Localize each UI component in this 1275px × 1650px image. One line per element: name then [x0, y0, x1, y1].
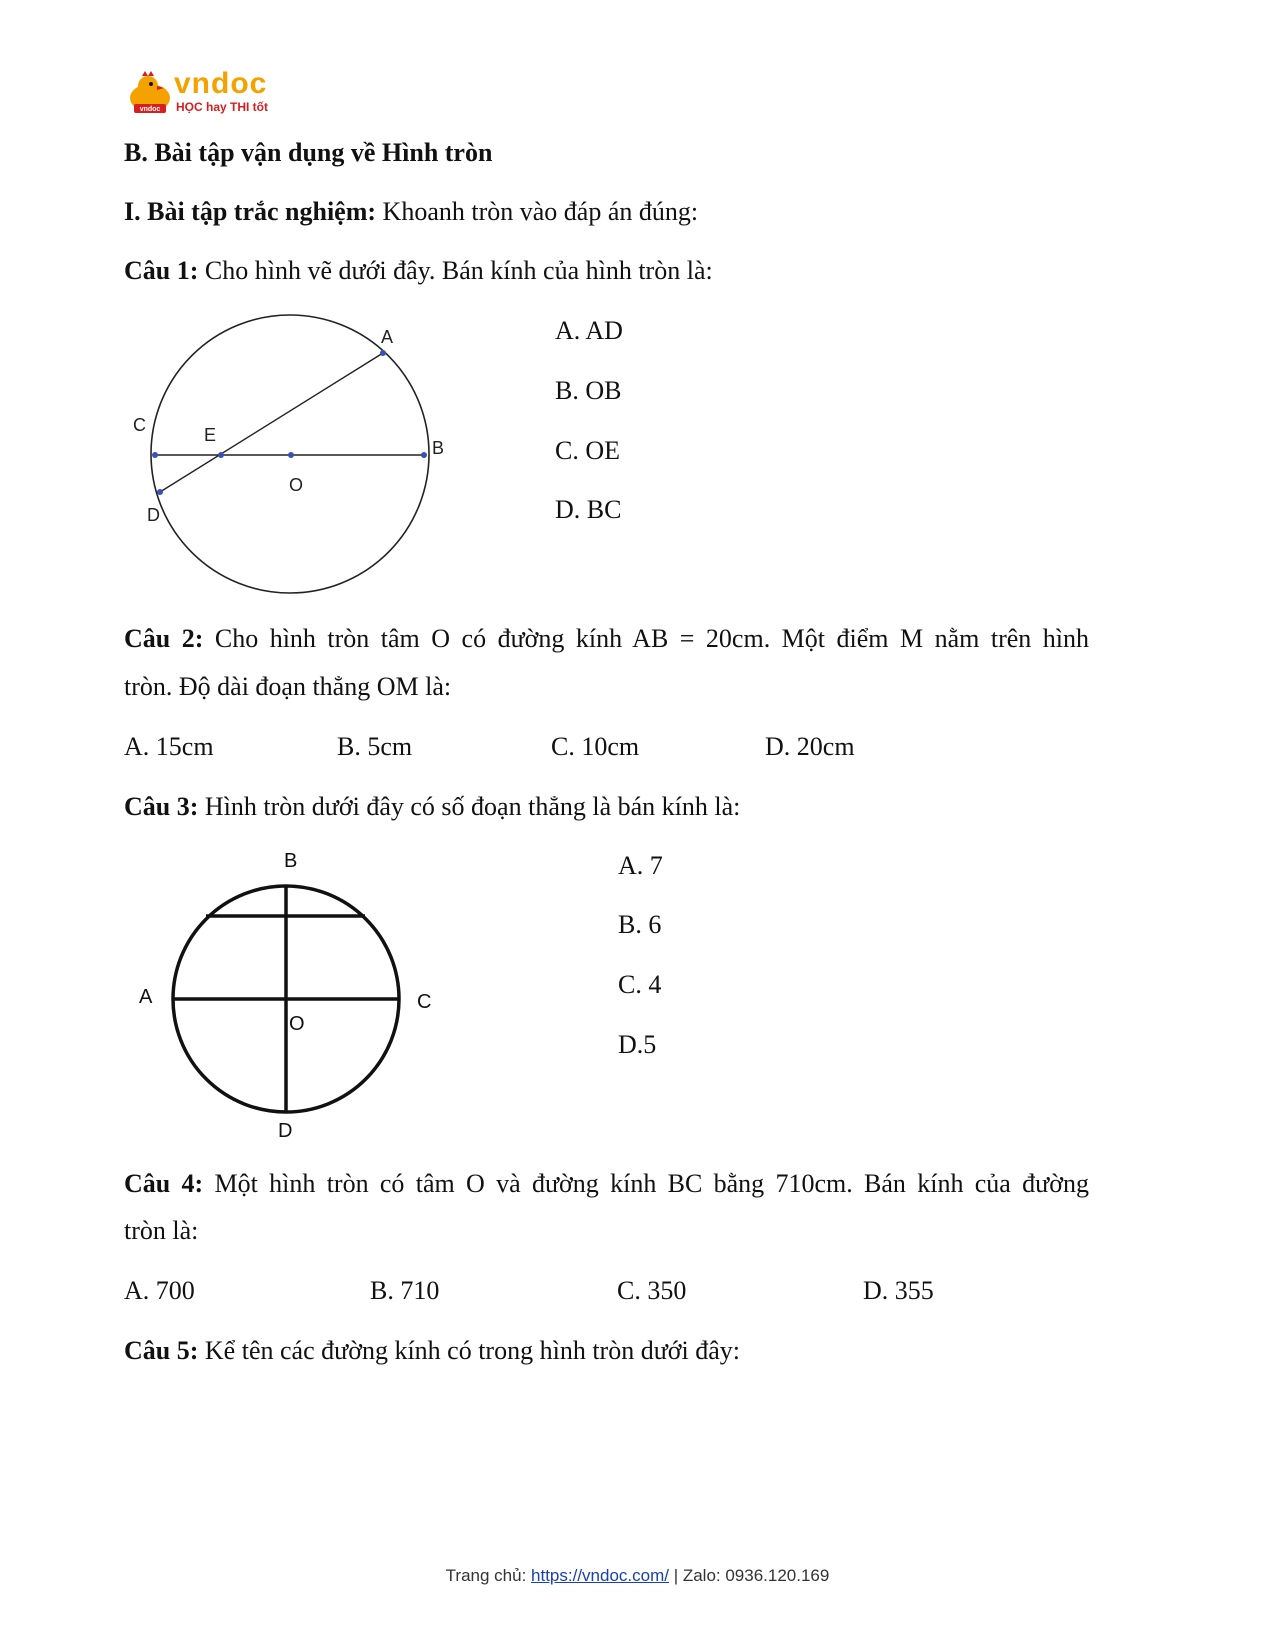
q4-option-d[interactable]: D. 355	[863, 1276, 934, 1305]
q4-prompt-line1	[124, 1169, 1089, 1199]
q4-option-c[interactable]: C. 350	[617, 1276, 687, 1305]
q5-text: Kể tên các đường kính có trong hình tròn dưới đây:	[198, 1336, 741, 1365]
q3-label-a: A	[139, 986, 153, 1008]
q1-text: Cho hình vẽ dưới đây. Bán kính của hình tròn là:	[198, 256, 713, 285]
q1-option-a[interactable]: A. AD	[555, 316, 623, 345]
q1-label-d: D	[147, 505, 160, 525]
q1-point-o	[288, 452, 294, 458]
q1-label-c: C	[133, 415, 146, 435]
q3-label-d: D	[278, 1120, 293, 1142]
q3-label-o: O	[289, 1013, 305, 1035]
q1-point-e	[218, 452, 224, 458]
q2-option-a[interactable]: A. 15cm	[124, 732, 214, 761]
q3-label-b: B	[284, 850, 298, 872]
q5-prompt	[124, 1336, 740, 1366]
q3-label: Câu 3:	[124, 792, 199, 821]
q1-point-a	[380, 350, 386, 356]
q1-option-d[interactable]: D. BC	[555, 495, 622, 524]
footer-prefix: Trang chủ:	[445, 1566, 532, 1585]
q1-label-a: A	[381, 327, 394, 347]
q2-prompt-line1	[124, 624, 1089, 654]
q2-text-line2: tròn. Độ dài đoạn thẳng OM là:	[124, 672, 452, 701]
q3-option-d[interactable]: D.5	[618, 1030, 657, 1059]
q4-label: Câu 4:	[124, 1169, 204, 1198]
q1-label-e: E	[204, 425, 217, 445]
q4-option-a[interactable]: A. 700	[124, 1276, 195, 1305]
part1-label: I. Bài tập trắc nghiệm:	[124, 197, 377, 226]
q1-option-c[interactable]: C. OE	[555, 436, 620, 465]
q1-prompt	[124, 256, 713, 286]
q1-point-c	[152, 452, 158, 458]
q3-option-a[interactable]: A. 7	[618, 851, 663, 880]
part1-heading	[124, 197, 698, 227]
section-title: B. Bài tập vận dụng về Hình tròn	[124, 138, 493, 167]
q1-point-d	[157, 489, 163, 495]
q1-label: Câu 1:	[124, 256, 199, 285]
q4-text-line1: Một hình tròn có tâm O và đường kính BC bằng 710cm. Bán kính của đường	[203, 1169, 1089, 1198]
q3-prompt	[124, 792, 740, 822]
q2-label: Câu 2:	[124, 624, 204, 653]
q3-label-c: C	[417, 991, 432, 1013]
q3-option-c[interactable]: C. 4	[618, 970, 662, 999]
footer-home-link[interactable]: https://vndoc.com/	[531, 1566, 669, 1585]
logo-tagline: HỌC hay THI tốt	[176, 100, 268, 114]
q5-label: Câu 5:	[124, 1336, 199, 1365]
vndoc-logo	[126, 68, 286, 118]
q2-option-c[interactable]: C. 10cm	[551, 732, 640, 761]
logo-brand: vndoc	[174, 67, 268, 100]
page-footer	[0, 1566, 1275, 1586]
logo-badge-text: vndoc	[139, 106, 161, 113]
q1-point-b	[421, 452, 427, 458]
q3-text: Hình tròn dưới đây có số đoạn thẳng là bán kính là:	[198, 792, 741, 821]
q1-label-b: B	[432, 438, 445, 458]
q2-option-d[interactable]: D. 20cm	[765, 732, 855, 761]
q4-option-b[interactable]: B. 710	[370, 1276, 440, 1305]
q2-text-line1: Cho hình tròn tâm O có đường kính AB = 20cm. Một điểm M nằm trên hình	[203, 624, 1089, 653]
footer-zalo: | Zalo: 0936.120.169	[668, 1566, 830, 1585]
q1-option-b[interactable]: B. OB	[555, 376, 622, 405]
part1-text: Khoanh tròn vào đáp án đúng:	[376, 197, 699, 226]
chicken-mascot-icon	[126, 70, 174, 116]
q3-option-b[interactable]: B. 6	[618, 910, 662, 939]
q4-text-line2: tròn là:	[124, 1216, 199, 1245]
q1-label-o: O	[289, 475, 304, 495]
q3-figure	[130, 845, 450, 1145]
q1-chord-ad	[160, 353, 383, 492]
q1-figure	[125, 310, 445, 600]
q2-option-b[interactable]: B. 5cm	[337, 732, 413, 761]
